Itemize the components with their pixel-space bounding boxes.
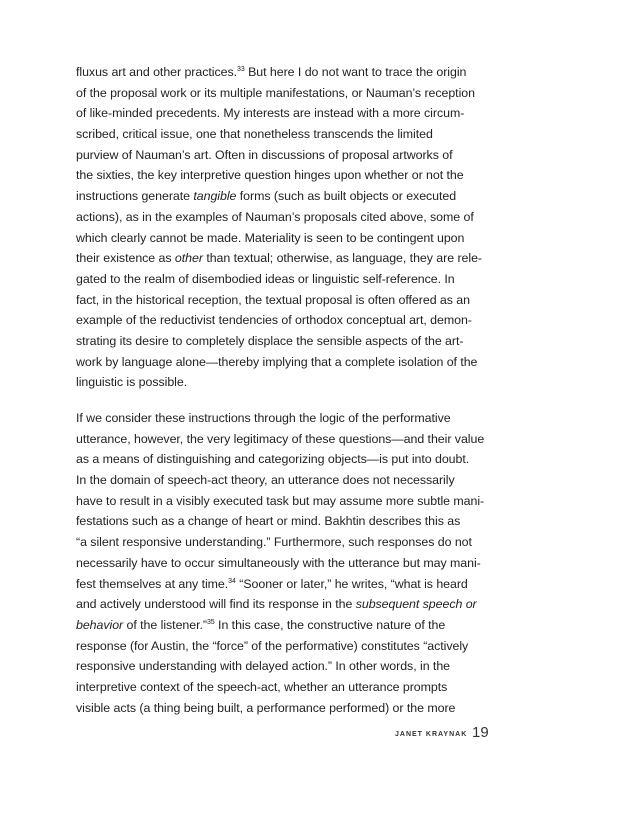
text-line: [76, 248, 482, 269]
footnote-ref: 33: [237, 66, 245, 73]
text-line: [76, 615, 466, 636]
paragraph: [76, 62, 482, 393]
footnote-ref: 35: [206, 618, 215, 626]
text-line: [76, 553, 481, 574]
text-segment: “a silent responsive understanding.” Furthermore, such responses do not: [76, 535, 472, 550]
text-segment: responsive understanding with delayed action.” In other words, in the: [76, 659, 450, 674]
text-line: [76, 207, 474, 228]
text-segment: of like-minded precedents. My interests are instead with a more circum-: [76, 106, 465, 121]
text-segment: fluxus art and other practices.: [76, 65, 237, 79]
text-line: [76, 290, 470, 311]
text-line: [76, 532, 472, 553]
text-line: [76, 677, 466, 698]
text-segment: response (for Austin, the “force” of the performative) constitutes “actively: [76, 638, 469, 653]
text-segment: of the proposal work or its multiple manifestations, or Nauman’s reception: [76, 85, 475, 100]
text-line: [76, 429, 485, 450]
text-segment: utterance, however, the very legitimacy of these questions—and their value: [76, 431, 485, 446]
text-line: [76, 145, 466, 166]
text-line: [76, 269, 466, 290]
italic-text: subsequent speech or: [355, 597, 477, 612]
text-segment: fest themselves at any time.: [76, 576, 229, 591]
page-body: [76, 62, 485, 718]
text-segment: and actively understood will find its response in the: [76, 597, 356, 612]
text-segment: fact, in the historical reception, the textual proposal is often offered as an: [76, 292, 470, 307]
text-line: [76, 698, 466, 719]
text-line: [76, 574, 466, 595]
text-segment: visible acts (a thing being built, a performance performed) or the more: [76, 700, 456, 715]
text-segment: “Sooner or later,” he writes, “what is heard: [235, 576, 468, 591]
text-segment: actions), as in the examples of Nauman’s proposals cited above, some of: [76, 209, 474, 224]
text-segment: If we consider these instructions through the logic of the performative: [76, 411, 451, 425]
text-segment: But here I do not want to trace the origin: [244, 65, 467, 79]
italic-text: behavior: [76, 617, 124, 632]
text-line: [76, 491, 485, 512]
running-footer-author: JANET KRAYNAK: [395, 731, 468, 738]
text-line: [76, 352, 478, 373]
text-line: [76, 83, 475, 104]
text-line: [76, 408, 466, 429]
text-line: [76, 656, 466, 677]
paragraph-gap: [76, 393, 466, 408]
text-segment: forms (such as built objects or executed: [236, 189, 457, 204]
text-segment: strating its desire to completely displace the sensible aspects of the art-: [76, 333, 464, 348]
italic-text: other: [174, 251, 203, 266]
text-segment: example of the reductivist tendencies of orthodox conceptual art, demon-: [76, 313, 472, 328]
text-segment: In this case, the constructive nature of the: [214, 617, 446, 632]
text-line: [76, 594, 477, 615]
text-line: [76, 186, 466, 207]
text-segment: work by language alone—thereby implying that a complete isolation of the: [76, 354, 478, 369]
text-line: [76, 449, 470, 470]
text-line: [76, 470, 466, 491]
text-segment: which clearly cannot be made. Materiality is seen to be contingent upon: [76, 230, 465, 245]
text-segment: scribed, critical issue, one that nonetheless transcends the limited: [76, 127, 433, 142]
page-number: 19: [472, 724, 489, 741]
text-segment: interpretive context of the speech-act, whether an utterance prompts: [76, 679, 448, 694]
text-segment: gated to the realm of disembodied ideas or linguistic self-reference. In: [76, 271, 455, 286]
text-line: [76, 165, 466, 186]
footnote-ref: 34: [228, 577, 236, 585]
text-line: [76, 62, 466, 83]
italic-text: tangible: [193, 189, 237, 204]
text-segment: necessarily have to occur simultaneously with the utterance but may mani-: [76, 555, 481, 570]
text-line: [76, 331, 466, 352]
text-segment: than textual; otherwise, as language, they are rele-: [202, 251, 482, 266]
text-line: [76, 124, 466, 145]
text-segment: linguistic is possible.: [76, 375, 188, 390]
text-segment: purview of Nauman’s art. Often in discussions of proposal artworks of: [76, 147, 453, 162]
text-segment: as a means of distinguishing and categorizing objects—is put into doubt.: [76, 452, 470, 467]
text-line: [76, 310, 472, 331]
text-line: [76, 511, 466, 532]
text-line: [76, 103, 466, 124]
paragraph: [76, 408, 485, 718]
text-line: [76, 636, 469, 657]
text-segment: have to result in a visibly executed task but may assume more subtle mani-: [76, 493, 485, 508]
text-segment: the sixties, the key interpretive question hinges upon whether or not the: [76, 168, 464, 183]
text-segment: their existence as: [76, 251, 175, 266]
text-segment: In the domain of speech-act theory, an utterance does not necessarily: [76, 473, 455, 488]
text-segment: instructions generate: [76, 189, 194, 204]
text-line: [76, 228, 466, 249]
text-segment: festations such as a change of heart or mind. Bakhtin describes this as: [76, 514, 461, 529]
text-segment: of the listener.”: [123, 617, 207, 632]
text-line: [76, 372, 466, 393]
